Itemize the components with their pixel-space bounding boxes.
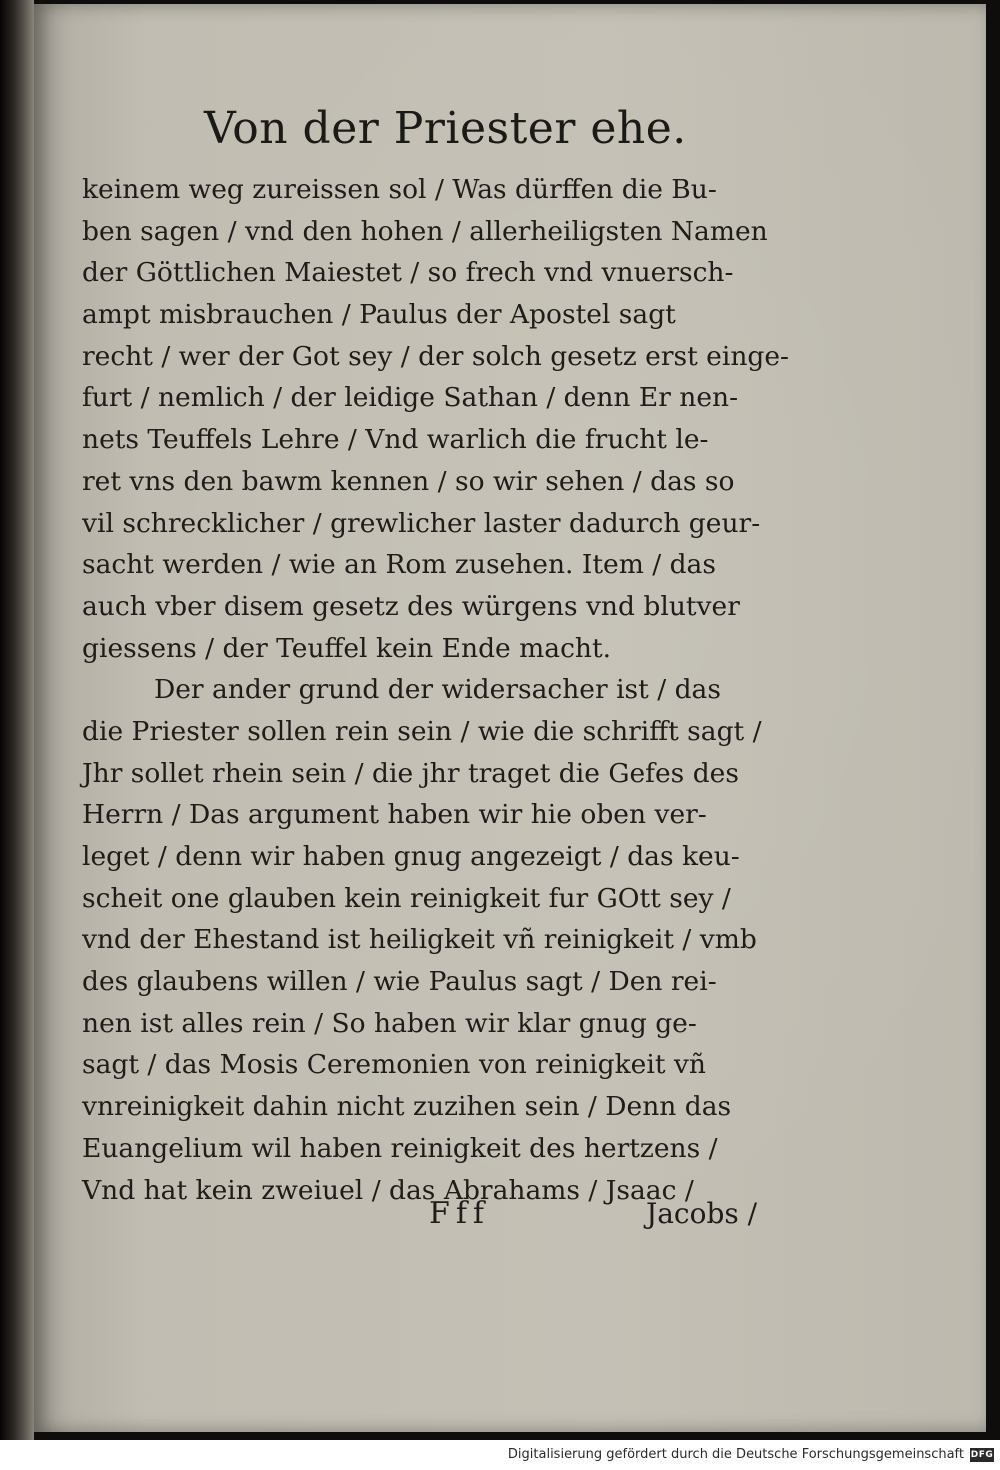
- text-line: nets Teuffels Lehre / Vnd warlich die frucht le-: [82, 424, 709, 456]
- text-line: ben sagen / vnd den hohen / allerheiligsten Namen: [82, 215, 768, 247]
- book-binding-gutter: [0, 0, 34, 1440]
- text-line: Euangelium wil haben reinigkeit des hertzens /: [82, 1132, 718, 1164]
- running-head: Von der Priester ehe.: [204, 103, 687, 154]
- text-line: vnreinigkeit dahin nicht zuzihen sein / Denn das: [82, 1091, 732, 1123]
- paragraph-start-line: Der ander grund der widersacher ist / das: [154, 674, 721, 706]
- footer-bar: [0, 1440, 1000, 1470]
- text-line: vil schrecklicher / grewlicher laster dadurch geur-: [82, 507, 761, 539]
- text-line: giessens / der Teuffel kein Ende macht.: [82, 632, 612, 664]
- dfg-logo-icon: DFG: [970, 1450, 994, 1460]
- text-line: die Priester sollen rein sein / wie die schrifft sagt /: [82, 715, 762, 747]
- text-line: ret vns den bawm kennen / so wir sehen / das so: [82, 465, 735, 497]
- catchword: Jacobs /: [646, 1197, 758, 1230]
- text-line: der Göttlichen Maiestet / so frech vnd vnuersch-: [82, 257, 734, 289]
- signature-mark: Fff: [429, 1196, 491, 1231]
- text-line: Vnd hat kein zweiuel / das Abrahams / Jsaac /: [82, 1174, 694, 1206]
- text-line: ampt misbrauchen / Paulus der Apostel sagt: [82, 299, 676, 331]
- text-line: nen ist alles rein / So haben wir klar gnug ge-: [82, 1007, 697, 1039]
- body-text: [82, 169, 790, 1211]
- text-line: recht / wer der Got sey / der solch gesetz erst einge-: [82, 340, 790, 372]
- text-line: sacht werden / wie an Rom zusehen. Item / das: [82, 549, 716, 581]
- text-line: vnd der Ehestand ist heiligkeit vñ reinigkeit / vmb: [82, 924, 757, 956]
- text-line: leget / denn wir haben gnug angezeigt / das keu-: [82, 841, 740, 872]
- text-line: furt / nemlich / der leidige Sathan / denn Er nen-: [82, 382, 739, 414]
- funding-credit: Digitalisierung gefördert durch die Deutsche Forschungsgemeinschaft: [507, 1447, 964, 1462]
- text-line: Jhr sollet rhein sein / die jhr traget die Gefes des: [82, 757, 739, 789]
- text-line: Herrn / Das argument haben wir hie oben ver-: [82, 799, 707, 831]
- text-line: auch vber disem gesetz des würgens vnd blutver: [82, 590, 740, 622]
- text-line: keinem weg zureissen sol / Was dürffen die Bu-: [82, 174, 717, 205]
- book-page: [34, 4, 986, 1432]
- text-line: des glaubens willen / wie Paulus sagt / Den rei-: [82, 966, 717, 998]
- text-line: scheit one glauben kein reinigkeit fur GOtt sey /: [82, 882, 731, 914]
- text-line: sagt / das Mosis Ceremonien von reinigkeit vñ: [82, 1049, 706, 1081]
